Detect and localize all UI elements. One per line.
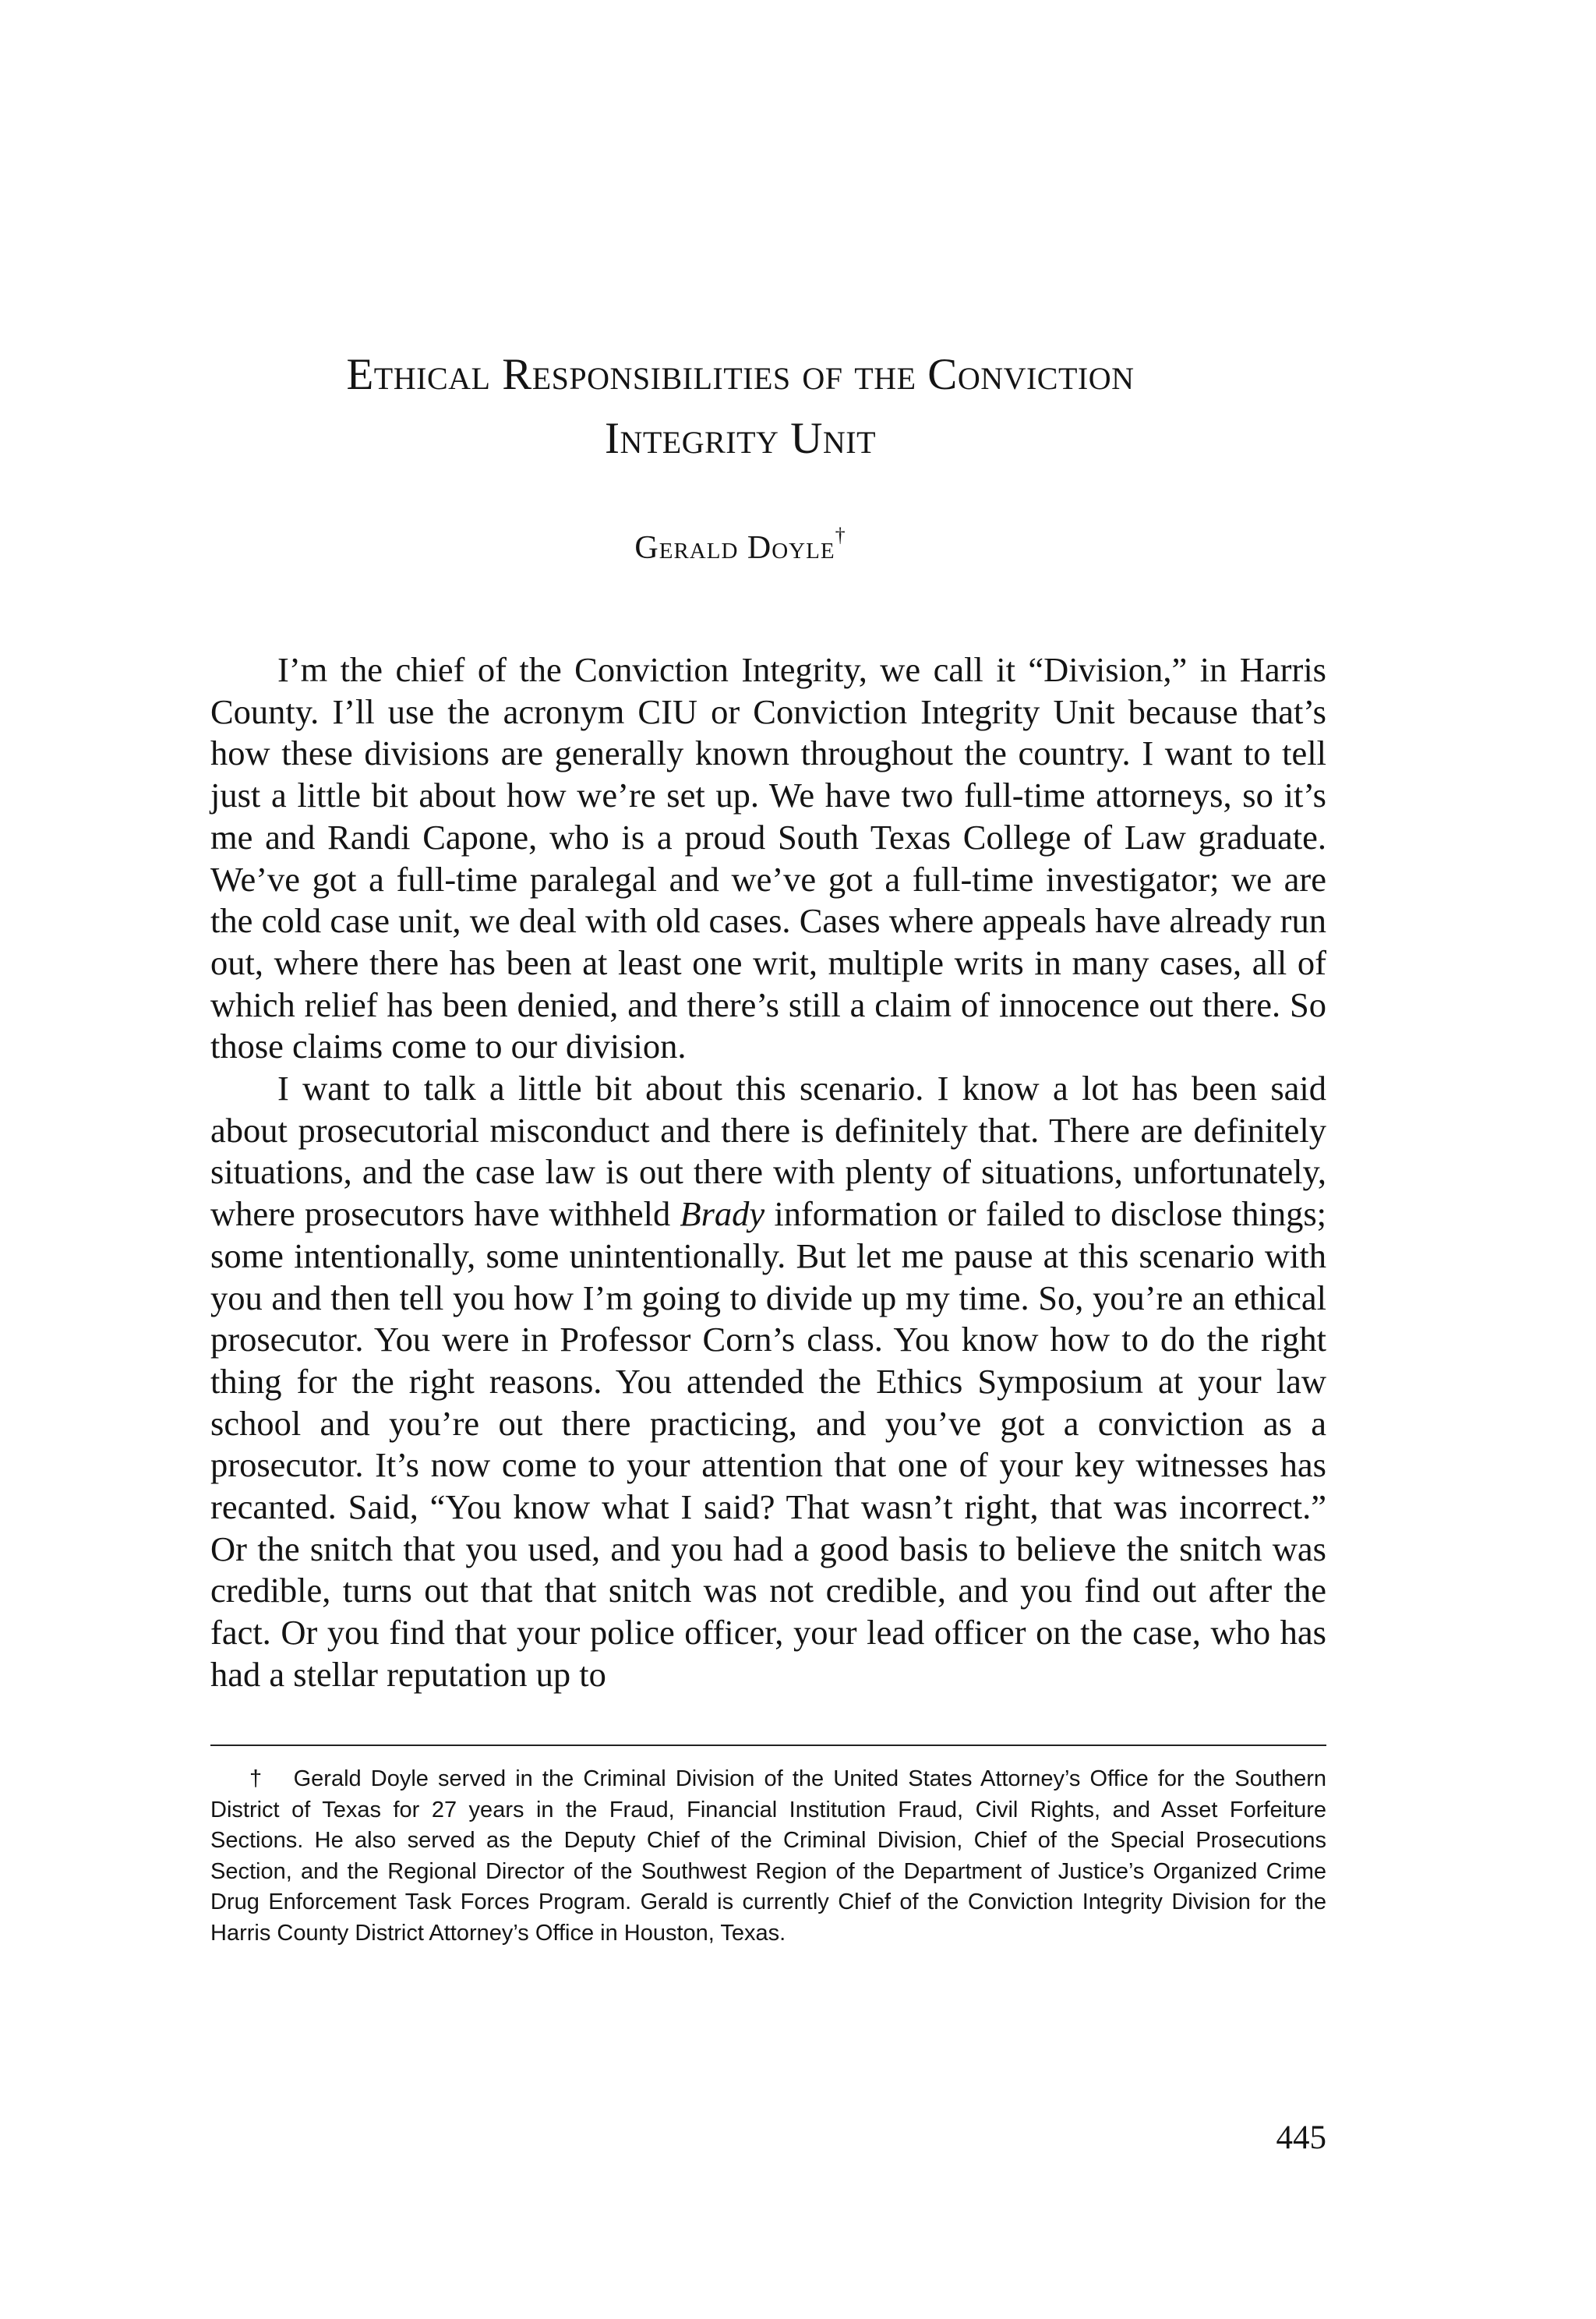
body-paragraph-2	[210, 1068, 1326, 1696]
body-paragraph-2-part-2: information or failed to disclose things; some intentionally, some unintentionally. But let me pause at this scenario with you and then tell you how I’m going to divide up my time. So, you’re an ethical prosecutor. You were in Professor Corn’s class. You know how to do the right thing for the right reasons. You attended the Ethics Symposium at your law school and you’re out there practicing, and you’ve got a conviction as a prosecutor. It’s now come to your attention that one of your key witnesses has recanted. Said, “You know what I said? That wasn’t right, that was incorrect.” Or the snitch that you used, and you had a good basis to believe the snitch was credible, turns out that that snitch was not credible, and you find out after the fact. Or you find that your police officer, your lead officer on the case, who has had a stellar reputation up to	[210, 1194, 1326, 1694]
page-number: 445	[1276, 2119, 1326, 2156]
article-title	[195, 343, 1286, 471]
author-name: Gerald Doyle	[634, 530, 835, 566]
case-name-brady: Brady	[680, 1194, 765, 1234]
author-footnote-mark: †	[835, 524, 846, 546]
body-paragraph-2-part-1: I want to talk a little bit about this scenario. I know a lot has been said about prosecutorial misconduct and there is definitely that. There are definitely situations, and the case law is out there with plenty of situations, unfortunately, where prosecutors have withheld	[210, 1069, 1326, 1234]
article-title-line-1: Ethical Responsibilities of the Conviction	[346, 350, 1135, 399]
footnote-divider	[210, 1745, 1326, 1746]
author-footnote	[210, 1764, 1326, 1949]
article-body	[210, 649, 1326, 1696]
footnote-mark: †	[249, 1766, 266, 1791]
article-title-line-2: Integrity Unit	[605, 414, 876, 463]
body-paragraph-1: I’m the chief of the Conviction Integrity, we call it “Division,” in Harris County. I’ll use the acronym CIU or Conviction Integrity Unit because that’s how these divisions are generally known throughout the country. I want to tell just a little bit about how we’re set up. We have two full-time attorneys, so it’s me and Randi Capone, who is a proud South Texas College of Law graduate. We’ve got a full-time paralegal and we’ve got a full-time investigator; we are the cold case unit, we deal with old cases. Cases where appeals have already run out, where there has been at least one writ, multiple writs in many cases, all of which relief has been denied, and there’s still a claim of innocence out there. So those claims come to our division.	[210, 650, 1326, 1066]
footnote-text: Gerald Doyle served in the Criminal Division of the United States Attorney’s Office for the Southern District of Texas for 27 years in the Fraud, Financial Institution Fraud, Civil Rights, and Asset Forfeiture Sections. He also served as the Deputy Chief of the Criminal Division, Chief of the Special Prosecutions Section, and the Regional Director of the Southwest Region of the Department of Justice’s Organized Crime Drug Enforcement Task Forces Program. Gerald is currently Chief of the Conviction Integrity Division for the Harris County District Attorney’s Office in Houston, Texas.	[210, 1766, 1326, 1946]
author-byline	[468, 518, 1013, 570]
